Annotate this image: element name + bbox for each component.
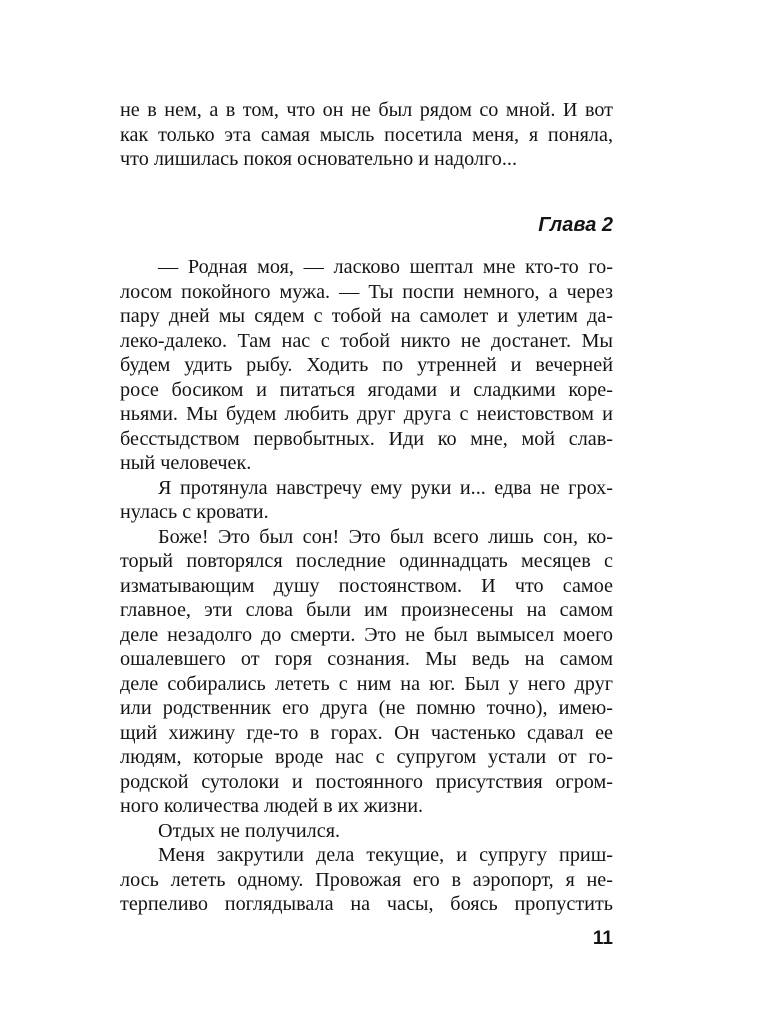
page-number: 11 — [592, 928, 613, 949]
paragraph — [120, 476, 613, 525]
text-line: что лишилась покоя основательно и надолго... — [120, 148, 518, 170]
chapter-body — [120, 255, 613, 917]
text-line: щий хижину где-то в горах. Он частенько сдавал ее — [120, 721, 613, 744]
text-line: как только эта самая мысль посетила меня, я поняла, — [120, 123, 613, 146]
text-line: людям, которые вроде нас с супругом устали от го- — [120, 746, 613, 768]
text-line: лосом покойного мужа. — Ты поспи немного, а через — [120, 280, 613, 303]
text-line: будем удить рыбу. Ходить по утренней и вечерней — [120, 354, 613, 376]
text-line: деле незадолго до смерти. Это не был вымысел моего — [120, 623, 613, 646]
text-line: лось лететь одному. Провожая его в аэропорт, я не- — [120, 868, 613, 891]
text-line: главное, эти слова были им произнесены на самом — [120, 599, 613, 621]
text-line: терпеливо поглядывала на часы, боясь пропустить — [120, 893, 613, 915]
text-line: — Родная моя, — ласково шептал мне кто-то го- — [158, 256, 613, 278]
paragraph — [120, 843, 613, 917]
text-line: леко-далеко. Там нас с тобой никто не достанет. Мы — [120, 329, 613, 352]
intro-text — [120, 98, 613, 172]
text-line: бесстыдством первобытных. Иди ко мне, мой слав- — [120, 427, 613, 450]
paragraph — [120, 525, 613, 819]
text-line: ный человечек. — [120, 452, 252, 474]
text-line: пару дней мы сядем с тобой на самолет и улетим да- — [120, 305, 613, 327]
text-line: росе босиком и питаться ягодами и сладкими коре- — [120, 378, 613, 401]
text-line: Отдых не получился. — [158, 819, 341, 842]
text-line: Я протянула навстречу ему руки и... едва не грох- — [158, 476, 613, 499]
text-line: родской сутолоки и постоянного присутствия огром- — [120, 770, 613, 793]
text-line: не в нем, а в том, что он не был рядом со мной. И вот — [120, 99, 613, 121]
paragraph — [120, 255, 613, 476]
text-line: Меня закрутили дела текущие, и супругу приш- — [158, 844, 613, 866]
text-line: ньями. Мы будем любить друг друга с неистовством и — [120, 403, 613, 425]
text-line: или родственник его друга (не помню точно), имею- — [120, 697, 613, 719]
text-line: изматывающим душу постоянством. И что самое — [120, 574, 613, 597]
chapter-title: Глава 2 — [538, 214, 613, 236]
paragraph — [120, 819, 613, 844]
text-line: ного количества людей в их жизни. — [120, 795, 424, 817]
text-line: торый повторялся последние одиннадцать месяцев с — [120, 550, 613, 572]
text-line: Боже! Это был сон! Это был всего лишь сон, ко- — [158, 525, 613, 548]
text-line: деле собирались лететь с ним на юг. Был у него друг — [120, 672, 613, 695]
text-line: нулась с кровати. — [120, 501, 269, 523]
text-line: ошалевшего от горя сознания. Мы ведь на самом — [120, 648, 613, 670]
